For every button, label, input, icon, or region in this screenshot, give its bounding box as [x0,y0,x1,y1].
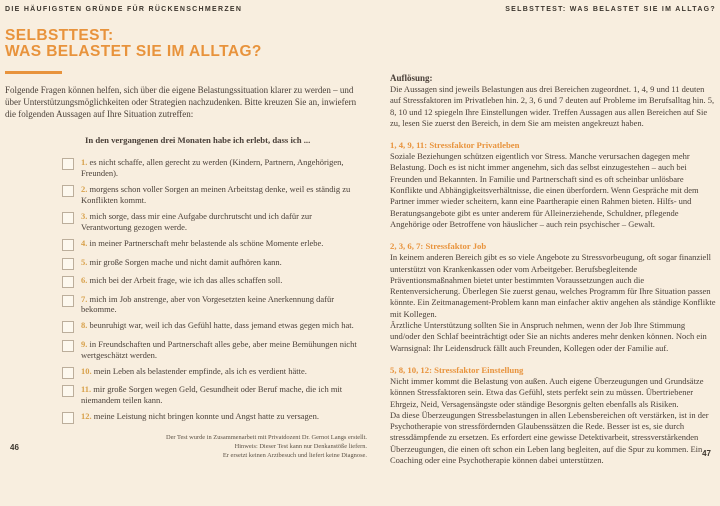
resolution-section-body [390,376,716,466]
checkbox[interactable] [62,276,74,288]
checklist-item-number: 9. [81,338,90,349]
checklist-item [62,339,362,360]
checkbox[interactable] [62,412,74,424]
checklist-item-number: 3. [81,211,90,222]
checklist-item-number: 6. [81,275,90,285]
checklist-item-text: 11. mir große Sorgen wegen Geld, Gesundheit oder Beruf mache, die ich mit niemandem teilen kann. [81,384,343,406]
checklist-item [62,257,362,270]
resolution-sections [390,140,716,466]
page-number-left: 46 [10,443,19,453]
checklist-item [62,184,362,205]
checkbox[interactable] [62,239,74,251]
checklist-item-text: 5. mir große Sorgen mache und nicht damit aufhören kann. [81,256,282,267]
page-number-right: 47 [702,449,711,459]
checkbox[interactable] [62,367,74,379]
checklist-item-number: 10. [81,365,94,376]
checklist-item [62,238,362,251]
intro-paragraph: Folgende Fragen können helfen, sich über die eigene Belastungssituation klarer zu werden – und über Unterstützungsmöglichkeiten oder Strategien nachzudenken. Bitte kreuzen Sie an, inwiefern die folgenden Aussagen auf Ihre Situation zutreffen: [5,85,357,119]
checklist-item-text: 12. meine Leistung nicht bringen konnte und Angst hatte zu versagen. [81,411,319,422]
checklist-item-text: 6. mich bei der Arbeit frage, wie ich das alles schaffen soll. [81,275,283,285]
resolution-section-body [390,252,716,354]
checklist-item-text: 4. in meiner Partnerschaft mehr belastende als schöne Momente erlebe. [81,238,324,248]
checklist-item-text: 2. morgens schon voller Sorgen an meinen Arbeitstag denke, weil es ständig zu Konflikten kommt. [81,184,351,205]
checklist-item-number: 5. [81,256,90,267]
checkbox[interactable] [62,258,74,270]
left-page [5,6,365,460]
resolution-section-body [390,151,716,230]
resolution-paragraph: Soziale Beziehungen schützen eigentlich vor Stress. Manche verursachen dagegen mehr Belastung. Doch es ist nicht immer angenehm, sich das selbst einzugestehen – auch bei Freunden und Bekannten. In Familie und Partnerschaft sind es oft scheinbar unlösbare Konflikte und Abhängigkeitsverhältnisse, die einen überfordern. Wenn Gespräche mit dem Partner immer wieder scheitern, kann eine Paartherapie einen Rahmen bieten. Hilfs- und Beratungsangebote gibt es unter anderem für Alleinerziehende, Schuldner, pflegende Angehörige oder Betroffene von häuslicher – auch rein psychischer – Gewalt. [390,151,699,229]
checklist-item [62,411,362,424]
checklist-item-number: 2. [81,184,90,195]
checkbox[interactable] [62,385,74,397]
checklist-item [62,275,362,288]
resolution-section-heading: 5, 8, 10, 12: Stressfaktor Einstellung [390,364,524,375]
checkbox[interactable] [62,158,74,170]
checklist-item-text: 9. in Freundschaften und Partnerschaft alles gebe, aber meine Bemühungen nicht wertgeschätzt werden. [81,338,357,360]
checklist-item-text: 7. mich im Job anstrenge, aber von Vorgesetzten keine Anerkennung dafür bekomme. [81,293,335,315]
checklist-item [62,366,362,379]
checkbox[interactable] [62,295,74,307]
checklist-item-text: 10. mein Leben als belastender empfinde, als ich es verdient hätte. [81,365,307,376]
resolution-intro: Die Aussagen sind jeweils Belastungen aus drei Bereichen zugeordnet. 1, 4, 9 und 11 deuten auf Stressfaktoren im Privatleben hin. 2, 3, 6 und 7 deuten auf Probleme im Berufsalltag hin. 5, 8, 10 und 12 spiegeln Ihre Einstellungen wider. Treffen Aussagen aus allen Bereichen auf Sie zu, lesen Sie zuerst den Bereich, in dem Sie am meisten angekreuzt haben. [390,84,715,128]
resolution-paragraph: Nicht immer kommt die Belastung von außen. Auch eigene Überzeugungen und Grundsätze können Stressfaktoren sein. Etwa das Gefühl, stets perfekt sein zu müssen. Übertriebener Ehrgeiz, Neid, Versagensängste oder ständige Besorgnis gelten ebenfalls als Risiken. [390,375,704,409]
checklist-item-number: 1. [81,157,90,168]
running-header-left: DIE HÄUFIGSTEN GRÜNDE FÜR RÜCKENSCHMERZEN [5,6,243,13]
footnote-line: Hinweis: Dieser Test kann nur Denkanstöße liefern. [234,442,367,450]
lead-in-line: In den vergangenen drei Monaten habe ich erlebt, dass ich ... [85,135,311,146]
checklist-item-number: 11. [81,384,94,395]
resolution-block [390,73,716,466]
checkbox[interactable] [62,212,74,224]
checklist-item-number: 7. [81,293,90,304]
checklist-item [62,320,362,333]
checklist-item-number: 8. [81,320,90,331]
page-title-line1: SELBSTTEST: [5,27,114,44]
resolution-section-heading: 2, 3, 6, 7: Stressfaktor Job [390,241,487,252]
resolution-title: Auflösung: [390,73,433,83]
checkbox[interactable] [62,321,74,333]
checklist-item-number: 12. [81,411,94,422]
checklist-item [62,211,362,232]
title-rule [5,71,62,74]
right-page [390,6,716,466]
footnote-line: Der Test wurde in Zusammenarbeit mit Privatdozent Dr. Gernot Langs erstellt. [165,434,367,442]
checkbox[interactable] [62,340,74,352]
checkbox[interactable] [62,185,74,197]
checklist-item [62,294,362,315]
running-header-right: SELBSTTEST: WAS BELASTET SIE IM ALLTAG? [505,6,716,13]
checklist-item-text: 8. beunruhigt war, weil ich das Gefühl hatte, dass jemand etwas gegen mich hat. [81,320,354,331]
page-title [5,28,365,60]
resolution-paragraph: Da diese Überzeugungen Stressbelastungen in allen Lebensbereichen oft verstärken, ist in der Psychotherapie von stressfördernden Glaubenssätzen die Rede. Besser ist es, sie durch stressdämpfende zu ersetzen. Es erfordert eine gewisse Detektivarbeit, stressverstärkenden Überzeugungen, die einen oft schon ein Leben lang begleiten, auf die Spur zu kommen. Ein Coaching oder eine Psychotherapie können dabei unterstützen. [390,409,709,466]
resolution-intro-wrap [390,84,716,129]
checklist-item-text: 1. es nicht schaffe, allen gerecht zu werden (Kindern, Partnern, Angehörigen, Freunden). [81,157,344,178]
checklist-item-number: 4. [81,238,90,248]
checklist-item [62,384,362,405]
resolution-section-heading: 1, 4, 9, 11: Stressfaktor Privatleben [390,140,520,151]
checklist-item [62,157,362,178]
checklist-item-text: 3. mich sorge, dass mir eine Aufgabe durchrutscht und ich dafür zur Verantwortung gezogen werde. [81,211,312,232]
page-title-line2: WAS BELASTET SIE IM ALLTAG? [5,43,262,61]
resolution-paragraph: In keinem anderen Bereich gibt es so viele Angebote zu Stressvorbeugung, oft sogar finanziell unterstützt von Krankenkassen oder vom Arbeitgeber. Berufsbegleitende Präventionsmaßnahmen bietet unter bestimmten Voraussetzungen auch die Rentenversicherung. Überlegen Sie zuerst genau, welches Programm für Ihre Situation passen könnte. Ein Zeitmanagement-Problem kann man einfacher aktiv angehen als ständige Konflikte mit Kollegen. [390,252,716,319]
footnote-line: Er ersetzt keinen Arztbesuch und liefert keine Diagnose. [222,451,367,459]
footnote [5,434,367,460]
resolution-paragraph: Ärztliche Unterstützung sollten Sie in Anspruch nehmen, wenn der Job Ihre Stimmung und/oder den Schlaf beeinträchtigt oder Sie an nichts anderes mehr denken können. Noch ein Warnsignal: Ihr Leidensdruck fällt auch Freunden, Kollegen oder der Familie auf. [390,320,707,353]
self-test-checklist [62,157,362,424]
